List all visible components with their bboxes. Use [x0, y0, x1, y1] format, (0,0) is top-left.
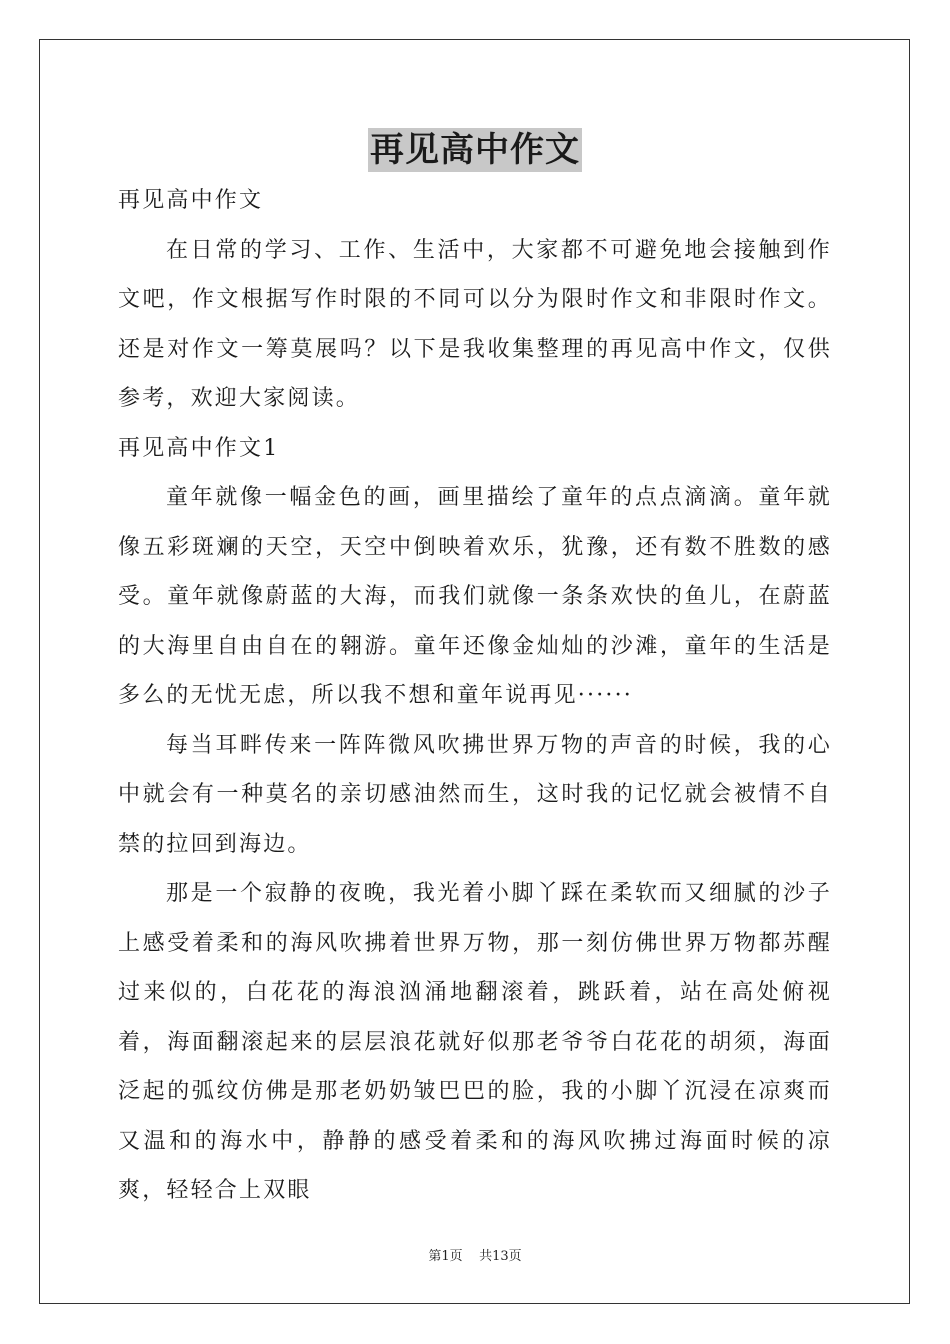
page-total: 共13页 — [479, 1249, 522, 1264]
paragraph-childhood: 童年就像一幅金色的画，画里描绘了童年的点点滴滴。童年就像五彩斑斓的天空，天空中倒映着欢乐，犹豫，还有数不胜数的感受。童年就像蔚蓝的大海，而我们就像一条条欢快的鱼儿，在蔚蓝的大海里自由自在的翱游。童年还像金灿灿的沙滩，童年的生活是多么的无忧无虑，所以我不想和童年说再见······ — [118, 485, 832, 708]
paragraph-breeze: 每当耳畔传来一阵阵微风吹拂世界万物的声音的时候，我的心中就会有一种莫名的亲切感油然而生，这时我的记忆就会被情不自禁的拉回到海边。 — [118, 732, 832, 857]
paragraph-intro: 在日常的学习、工作、生活中，大家都不可避免地会接触到作文吧，作文根据写作时限的不同可以分为限时作文和非限时作文。还是对作文一筹莫展吗？以下是我收集整理的再见高中作文，仅供参考，欢迎大家阅读。 — [118, 237, 832, 411]
paragraph-section-heading: 再见高中作文1 — [118, 435, 280, 461]
page-number: 第1页 — [428, 1249, 463, 1264]
title-container — [0, 128, 950, 172]
page-footer — [0, 1248, 950, 1266]
paragraph-subtitle: 再见高中作文 — [118, 188, 264, 213]
document-body — [118, 176, 832, 1216]
paragraph-seaside: 那是一个寂静的夜晚，我光着小脚丫踩在柔软而又细腻的沙子上感受着柔和的海风吹拂着世界万物，那一刻仿佛世界万物都苏醒过来似的，白花花的海浪汹涌地翻滚着，跳跃着，站在高处俯视着，海面翻滚起来的层层浪花就好似那老爷爷白花花的胡须，海面泛起的弧纹仿佛是那老奶奶皱巴巴的脸，我的小脚丫沉浸在凉爽而又温和的海水中，静静的感受着柔和的海风吹拂过海面时候的凉爽，轻轻合上双眼 — [118, 881, 832, 1203]
document-title: 再见高中作文 — [370, 130, 580, 170]
